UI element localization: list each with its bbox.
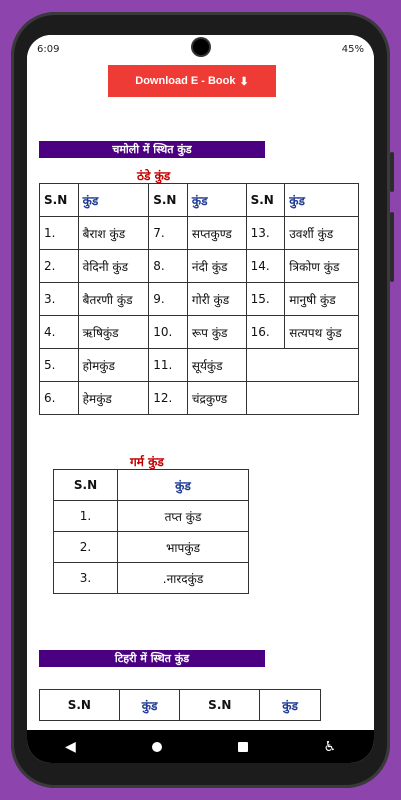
- col-kund: कुंड: [260, 690, 321, 721]
- cell: गोरी कुंड: [187, 283, 246, 316]
- cell: सप्तकुण्ड: [187, 217, 246, 250]
- col-sn: S.N: [40, 184, 79, 217]
- table-row: [54, 563, 249, 594]
- cell: 1.: [54, 501, 118, 532]
- col-sn: S.N: [40, 690, 120, 721]
- table-row: [40, 217, 359, 250]
- cell: 5.: [40, 349, 79, 382]
- navigation-bar: [27, 730, 374, 763]
- tehri-kund-table: [39, 689, 321, 721]
- table-header-row: [40, 184, 359, 217]
- battery-level: 45%: [341, 44, 364, 55]
- download-label: Download E - Book: [135, 75, 236, 87]
- cell: 15.: [246, 283, 285, 316]
- cell: 9.: [149, 283, 188, 316]
- cell: हेमकुंड: [78, 382, 149, 415]
- cell: 8.: [149, 250, 188, 283]
- page-content: [27, 35, 374, 730]
- volume-button: [390, 152, 394, 192]
- cell: बैराश कुंड: [78, 217, 149, 250]
- screen: [27, 35, 374, 763]
- power-button: [390, 212, 394, 282]
- cell: भापकुंड: [118, 532, 249, 563]
- empty-cell: [246, 382, 358, 415]
- col-sn: S.N: [180, 690, 260, 721]
- table-row: [54, 501, 249, 532]
- cell: 14.: [246, 250, 285, 283]
- cell: 4.: [40, 316, 79, 349]
- cell: उवर्शी कुंड: [285, 217, 359, 250]
- table-header-row: [54, 470, 249, 501]
- table-row: [40, 250, 359, 283]
- cell: 2.: [40, 250, 79, 283]
- clock: 6:09: [37, 44, 60, 55]
- cell: वेदिनी कुंड: [78, 250, 149, 283]
- col-kund: कुंड: [285, 184, 359, 217]
- empty-cell: [246, 349, 358, 382]
- section-heading-tehri: टिहरी में स्थित कुंड: [39, 650, 265, 667]
- cell: 3.: [40, 283, 79, 316]
- col-sn: S.N: [246, 184, 285, 217]
- col-sn: S.N: [149, 184, 188, 217]
- cell: रूप कुंड: [187, 316, 246, 349]
- col-kund: कुंड: [118, 470, 249, 501]
- cell: 12.: [149, 382, 188, 415]
- cell: त्रिकोण कुंड: [285, 250, 359, 283]
- cell: 16.: [246, 316, 285, 349]
- col-sn: S.N: [54, 470, 118, 501]
- cold-kund-table: [39, 183, 359, 415]
- camera-cutout: [193, 39, 209, 55]
- table-header-row: [40, 690, 321, 721]
- cell: 3.: [54, 563, 118, 594]
- cell: मानुषी कुंड: [285, 283, 359, 316]
- cell: बैतरणी कुंड: [78, 283, 149, 316]
- col-kund: कुंड: [187, 184, 246, 217]
- col-kund: कुंड: [119, 690, 180, 721]
- cell: ऋषिकुंड: [78, 316, 149, 349]
- hot-kund-table: [53, 469, 249, 594]
- col-kund: कुंड: [78, 184, 149, 217]
- cell: सूर्यकुंड: [187, 349, 246, 382]
- cell: चंद्रकुण्ड: [187, 382, 246, 415]
- cell: 13.: [246, 217, 285, 250]
- home-icon[interactable]: [152, 742, 162, 752]
- section-heading-chamoli: चमोली में स्थित कुंड: [39, 141, 265, 158]
- cell: 6.: [40, 382, 79, 415]
- cell: 11.: [149, 349, 188, 382]
- cell: .नारदकुंड: [118, 563, 249, 594]
- cold-kund-title: ठंडे कुंड: [137, 169, 171, 183]
- cell: सत्यपथ कुंड: [285, 316, 359, 349]
- cell: 1.: [40, 217, 79, 250]
- table-row: [40, 316, 359, 349]
- cell: 2.: [54, 532, 118, 563]
- download-icon: ⬇: [239, 75, 249, 88]
- cell: होमकुंड: [78, 349, 149, 382]
- back-icon[interactable]: ◀: [64, 738, 76, 755]
- table-row: [40, 382, 359, 415]
- accessibility-icon[interactable]: ♿: [323, 738, 337, 755]
- download-ebook-button[interactable]: [108, 65, 276, 97]
- table-row: [40, 283, 359, 316]
- cell: नंदी कुंड: [187, 250, 246, 283]
- hot-kund-title: गर्म कुंड: [130, 455, 164, 469]
- cell: 7.: [149, 217, 188, 250]
- cell: 10.: [149, 316, 188, 349]
- table-row: [40, 349, 359, 382]
- recents-icon[interactable]: [238, 742, 248, 752]
- cell: तप्त कुंड: [118, 501, 249, 532]
- table-row: [54, 532, 249, 563]
